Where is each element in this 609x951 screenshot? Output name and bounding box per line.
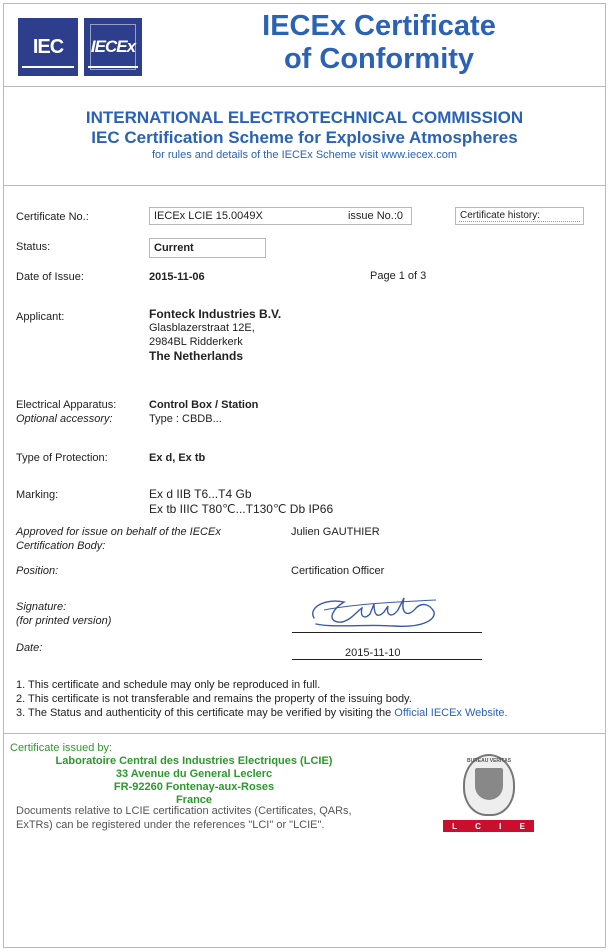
accessory-value: Type : CBDB... [149, 413, 222, 425]
note-item: 2. This certificate is not transferable and remains the property of the issuing body. [16, 693, 412, 705]
lab-name: Laboratoire Central des Industries Electriques (LCIE) [55, 755, 333, 767]
divider [4, 185, 605, 186]
date-label: Date of Issue: [16, 271, 84, 283]
applicant-block [149, 307, 281, 363]
cert-no-value: IECEx LCIE 15.0049X [154, 210, 263, 222]
sig-date-value: 2015-11-10 [345, 647, 401, 659]
date-value: 2015-11-06 [149, 271, 205, 283]
scheme-name: IEC Certification Scheme for Explosive Atmospheres [91, 128, 518, 147]
divider [4, 86, 605, 87]
history-label: Certificate history: [460, 210, 541, 221]
signature-label: Signature: (for printed version) [16, 601, 112, 627]
applicant-country: The Netherlands [149, 349, 244, 363]
protection-value: Ex d, Ex tb [149, 452, 206, 464]
status-label: Status: [16, 241, 51, 253]
marking-line: Ex tb IIIC T80℃...T130℃ Db IP66 [149, 502, 334, 516]
signature-line [292, 632, 482, 633]
lab-address: 33 Avenue du General Leclerc [115, 768, 273, 780]
apparatus-label: Electrical Apparatus: [16, 399, 117, 411]
marking-label: Marking: [16, 489, 59, 501]
accessory-label: Optional accessory: [16, 413, 113, 425]
marking-block [149, 487, 333, 517]
marking-line: Ex d IIB T6...T4 Gb [149, 487, 252, 501]
org-name: INTERNATIONAL ELECTROTECHNICAL COMMISSION [85, 108, 524, 127]
bureau-veritas-logo: BUREAU VERITAS [463, 754, 515, 816]
apparatus-value: Control Box / Station [149, 399, 259, 411]
signature-image [304, 590, 444, 634]
lcie-logo: L C I E [443, 820, 534, 832]
applicant-address: Glasblazerstraat 12E, [149, 322, 255, 334]
lab-address: FR-92260 Fontenay-aux-Roses [113, 781, 275, 793]
sig-date-label: Date: [16, 642, 43, 654]
approved-label: Approved for issue on behalf of the IECEx Certification Body: [16, 526, 221, 552]
notes [16, 678, 508, 720]
date-line [292, 659, 482, 660]
approver-name: Julien GAUTHIER [291, 526, 380, 538]
iecex-logo: IECEx [84, 18, 142, 76]
iecex-website-link[interactable]: Official IECEx Website. [394, 707, 508, 719]
position-value: Certification Officer [291, 565, 385, 577]
lab-country: France [175, 794, 213, 806]
issued-by-label: Certificate issued by: [10, 742, 113, 754]
page-number: Page 1 of 3 [370, 270, 427, 282]
history-box [455, 207, 584, 225]
scheme-note: for rules and details of the IECEx Scheme visit www.iecex.com [151, 149, 458, 161]
applicant-name: Fonteck Industries B.V. [149, 307, 282, 321]
footnote: Documents relative to LCIE certification activites (Certificates, QARs, ExTRs) can be registered under the references "LCI" or "LCIE". [16, 805, 352, 831]
divider [4, 733, 605, 734]
note-item: 1. This certificate and schedule may only be reproduced in full. [16, 679, 321, 691]
certificate-title: IECEx Certificate of Conformity [262, 10, 496, 75]
note-item: 3. The Status and authenticity of this certificate may be verified by visiting the Official IECEx Website. [16, 707, 508, 719]
cert-no-label: Certificate No.: [16, 211, 89, 223]
certificate-page [3, 3, 606, 948]
position-label: Position: [16, 565, 59, 577]
status-value: Current [154, 242, 194, 254]
iec-logo: IEC [18, 18, 78, 76]
cert-no-box [149, 207, 412, 225]
status-box [149, 238, 266, 258]
applicant-label: Applicant: [16, 311, 65, 323]
applicant-address: 2984BL Ridderkerk [149, 336, 243, 348]
protection-label: Type of Protection: [16, 452, 108, 464]
issue-no: issue No.:0 [347, 210, 403, 222]
